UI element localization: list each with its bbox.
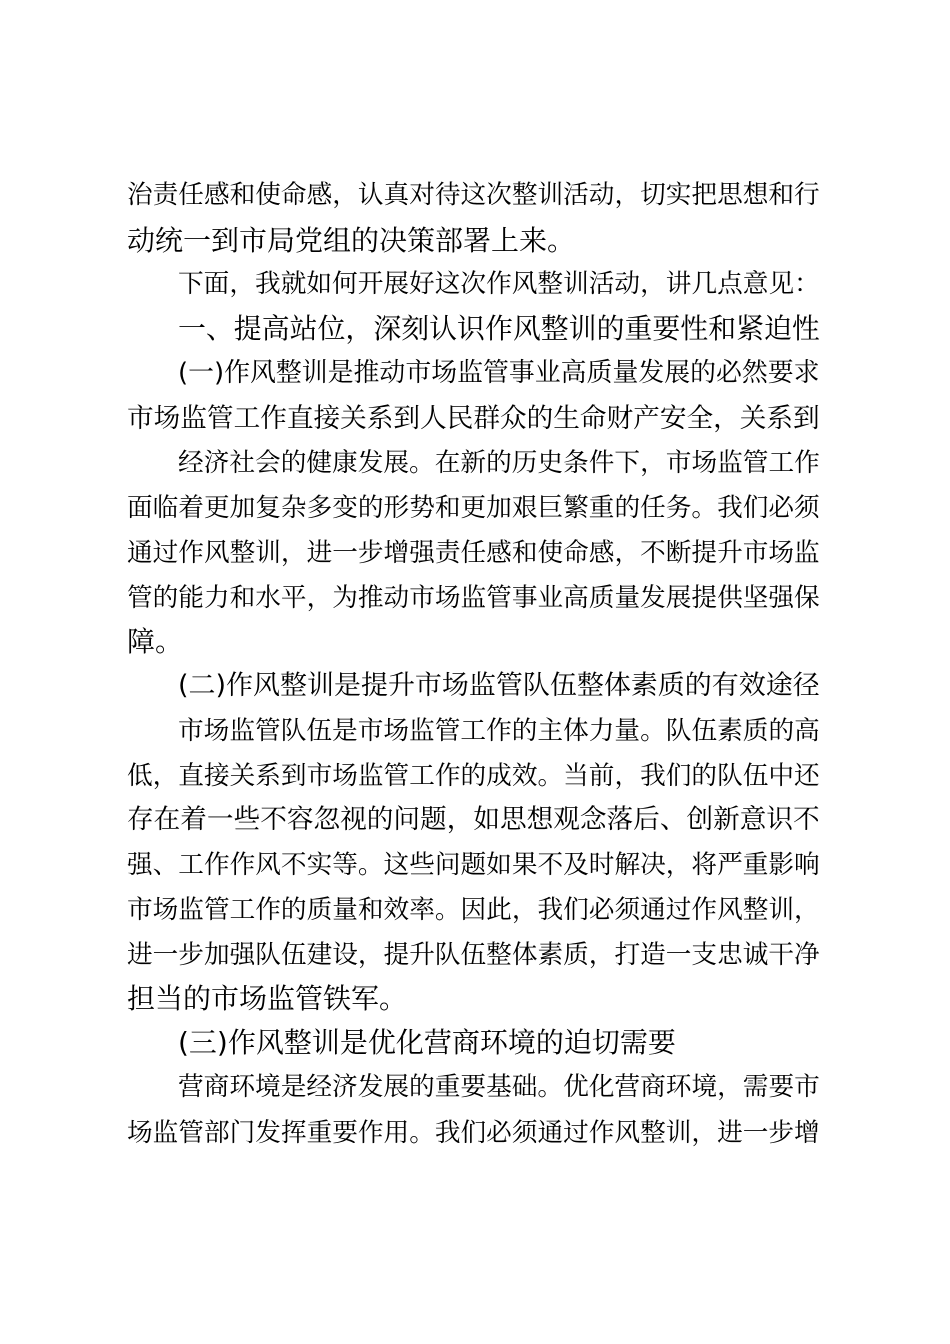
text-line: 营商环境是经济发展的重要基础。优化营商环境，需要市 bbox=[178, 1072, 820, 1102]
text-line: 低，直接关系到市场监管工作的成效。当前，我们的队伍中还 bbox=[127, 761, 820, 791]
text-line: 一、提高站位，深刻认识作风整训的重要性和紧迫性 bbox=[178, 312, 820, 345]
text-line: 市场监管工作直接关系到人民群众的生命财产安全，关系到 bbox=[127, 403, 820, 434]
text-line: 通过作风整训，进一步增强责任感和使命感，不断提升市场监 bbox=[127, 538, 820, 568]
text-line: 面临着更加复杂多变的形势和更加艰巨繁重的任务。我们必须 bbox=[127, 493, 820, 523]
text-line: (三)作风整训是优化营商环境的迫切需要 bbox=[178, 1026, 676, 1059]
text-line: 担当的市场监管铁军。 bbox=[127, 982, 408, 1015]
text-line: 市场监管工作的质量和效率。因此，我们必须通过作风整训， bbox=[127, 895, 820, 925]
text-line: 管的能力和水平，为推动市场监管事业高质量发展提供坚强保 bbox=[127, 583, 820, 613]
text-line: 市场监管队伍是市场监管工作的主体力量。队伍素质的高 bbox=[178, 716, 820, 746]
text-line: 下面，我就如何开展好这次作风整训活动，讲几点意见： bbox=[178, 269, 820, 299]
text-line: (一)作风整训是推动市场监管事业高质量发展的必然要求 bbox=[178, 358, 820, 388]
text-line: 场监管部门发挥重要作用。我们必须通过作风整训，进一步增 bbox=[127, 1118, 820, 1148]
text-line: 强、工作作风不实等。这些问题如果不及时解决，将严重影响 bbox=[127, 850, 820, 880]
text-line: 障。 bbox=[127, 625, 184, 658]
text-line: 动统一到市局党组的决策部署上来。 bbox=[127, 224, 576, 257]
text-line: 存在着一些不容忽视的问题，如思想观念落后、创新意识不 bbox=[127, 804, 820, 835]
text-line: (二)作风整训是提升市场监管队伍整体素质的有效途径 bbox=[178, 670, 820, 701]
text-line: 经济社会的健康发展。在新的历史条件下，市场监管工作 bbox=[178, 448, 820, 478]
text-line: 进一步加强队伍建设，提升队伍整体素质，打造一支忠诚干净 bbox=[127, 940, 820, 970]
text-line: 治责任感和使命感，认真对待这次整训活动，切实把思想和行 bbox=[127, 180, 820, 210]
